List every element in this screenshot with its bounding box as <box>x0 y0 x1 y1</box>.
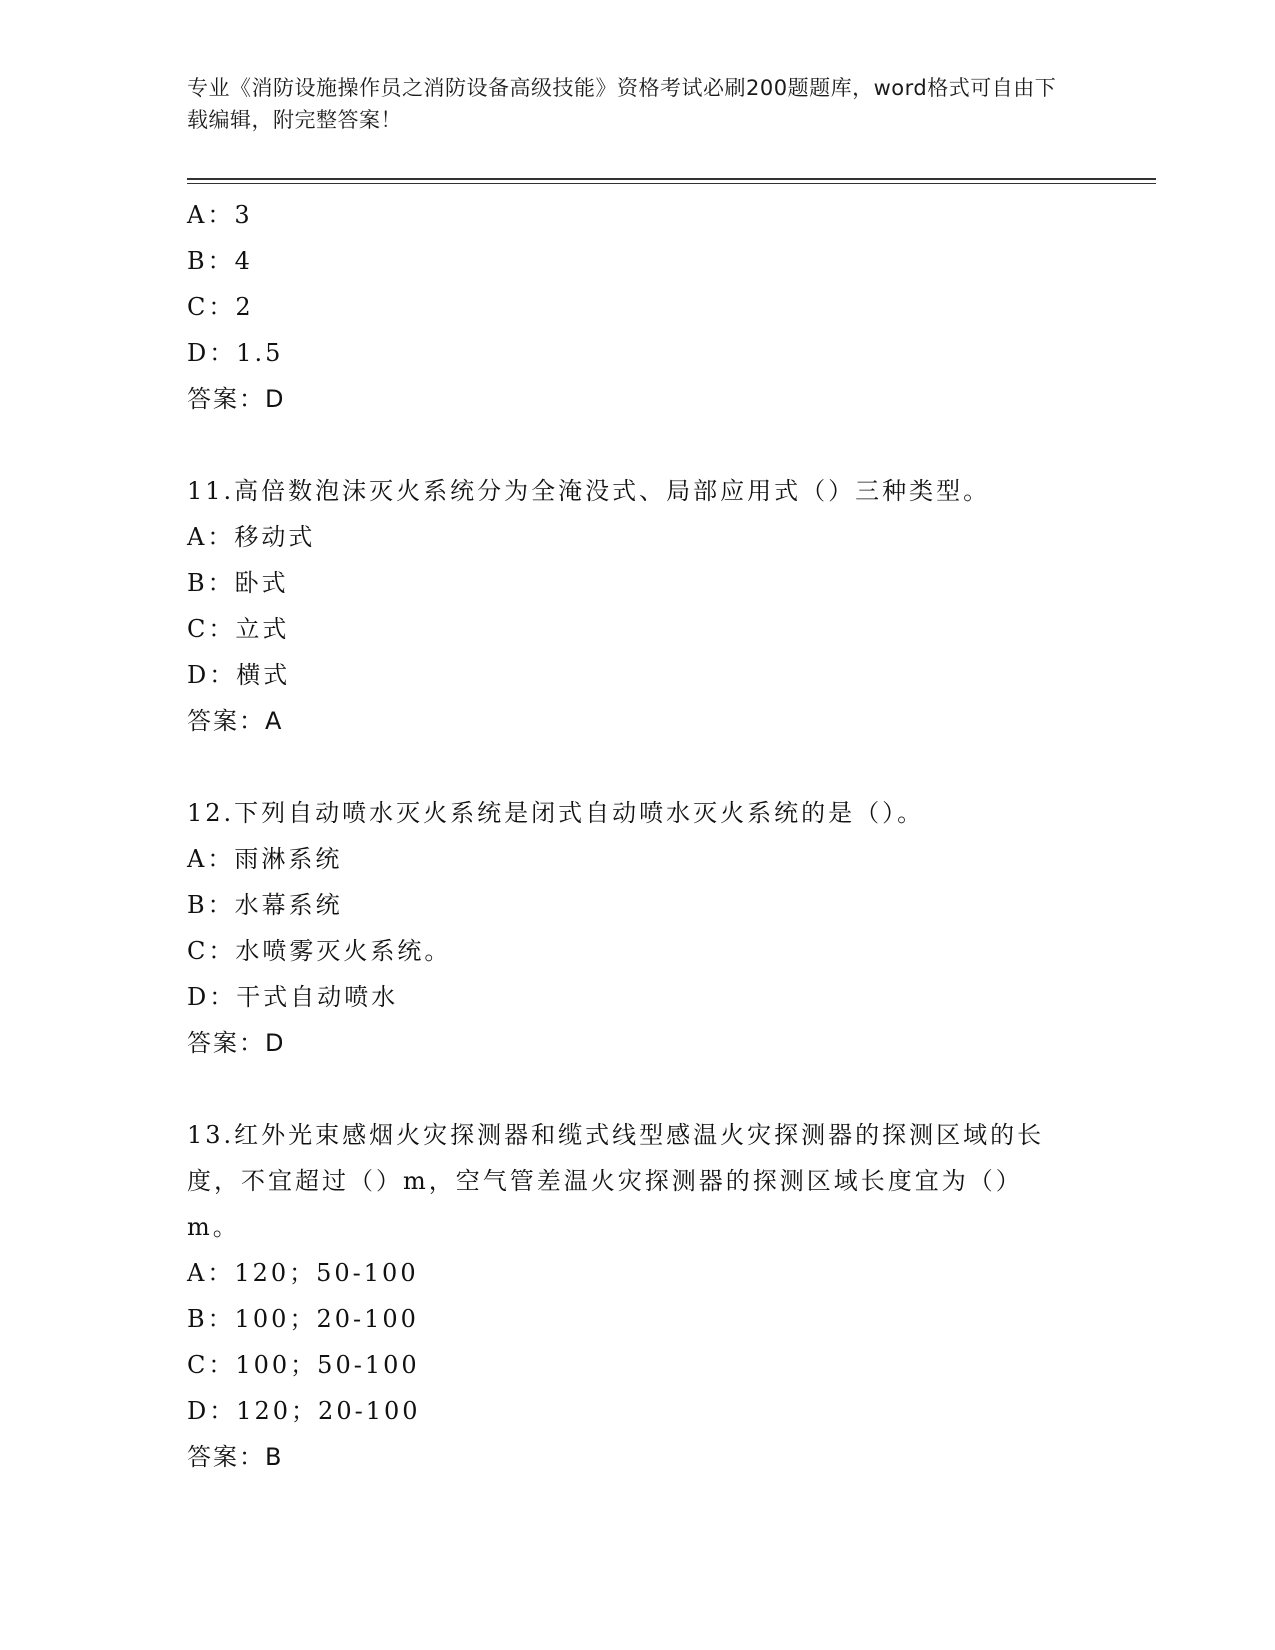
document-header: 专业《消防设施操作员之消防设备高级技能》资格考试必刷200题题库，word格式可自由下载编辑，附完整答案！ <box>187 76 1057 132</box>
answer: 答案：B <box>187 1443 284 1471</box>
question-block-11 <box>187 468 1087 744</box>
option-a: A：移动式 <box>187 523 316 551</box>
question-stem: 11.高倍数泡沫灭火系统分为全淹没式、局部应用式（）三种类型。 <box>187 477 991 505</box>
question-block-13 <box>187 1112 1087 1480</box>
question-list <box>187 192 1087 1480</box>
answer: 答案：D <box>187 385 286 413</box>
option-d: D：1.5 <box>187 339 284 367</box>
option-b: B：100；20-100 <box>187 1305 419 1333</box>
option-d: D：120；20-100 <box>187 1397 421 1425</box>
header-rule-thick <box>187 178 1156 180</box>
option-b: B：4 <box>187 247 253 275</box>
question-stem: 12.下列自动喷水灭火系统是闭式自动喷水灭火系统的是（）。 <box>187 799 925 827</box>
answer: 答案：A <box>187 707 284 735</box>
question-block-prev <box>187 192 1087 422</box>
option-c: C：立式 <box>187 615 290 643</box>
question-block-12 <box>187 790 1087 1066</box>
option-a: A：3 <box>187 201 253 229</box>
option-a: A：雨淋系统 <box>187 845 343 873</box>
option-c: C：100；50-100 <box>187 1351 420 1379</box>
option-d: D：干式自动喷水 <box>187 983 399 1011</box>
option-c: C：2 <box>187 293 254 321</box>
option-b: B：水幕系统 <box>187 891 343 919</box>
option-b: B：卧式 <box>187 569 289 597</box>
option-c: C：水喷雾灭火系统。 <box>187 937 452 965</box>
question-stem: 13.红外光束感烟火灾探测器和缆式线型感温火灾探测器的探测区域的长度，不宜超过（）m，空气管差温火灾探测器的探测区域长度宜为（）m。 <box>187 1121 1045 1241</box>
option-a: A：120；50-100 <box>187 1259 419 1287</box>
header-rule-thin <box>187 183 1156 184</box>
answer: 答案：D <box>187 1029 286 1057</box>
option-d: D：横式 <box>187 661 291 689</box>
